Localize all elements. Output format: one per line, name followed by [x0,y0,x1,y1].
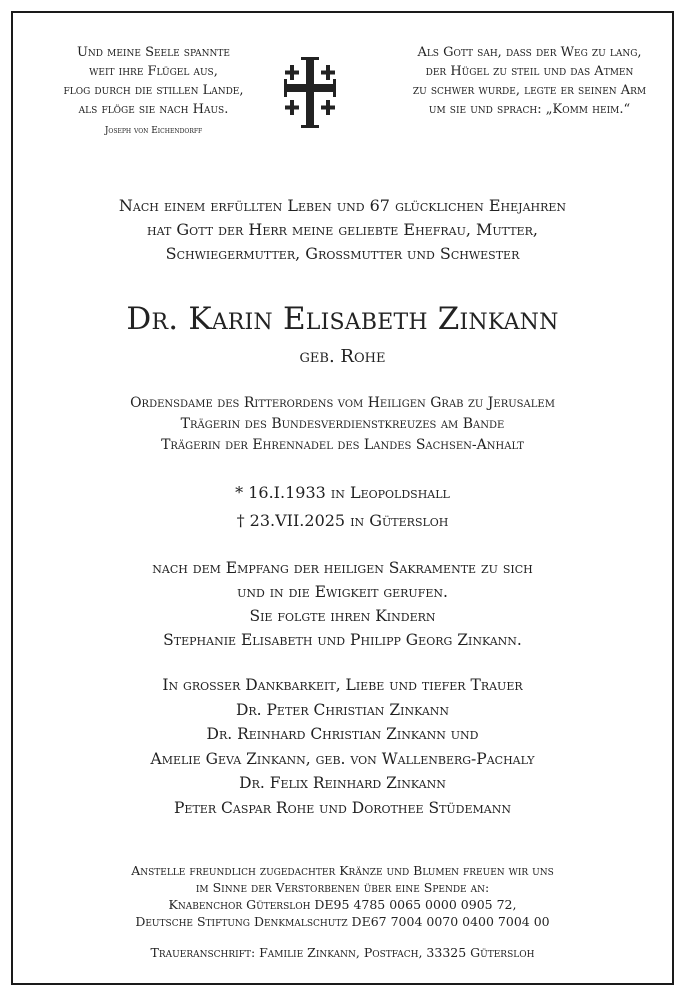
life-dates [13,479,672,535]
quote-author: Joseph von Eichendorff [104,126,203,136]
mourner-line: Peter Caspar Rohe und Dorothee Stüdemann [174,798,511,817]
mourner-line: Dr. Reinhard Christian Zinkann und [206,725,479,743]
birth-date: * 16.I.1933 in Leopoldshall [235,483,450,502]
donation-notice [13,862,672,930]
body-line: Sie folgte ihren Kindern [249,607,436,625]
eichendorff-quote [31,43,276,137]
body-line: und in die Ewigkeit gerufen. [237,583,448,601]
quote-line: Und meine Seele spannte [76,45,231,60]
quote-line: flog durch die stillen Lande, [63,83,244,98]
honor-line: Ordensdame des Ritterordens vom Heiligen Grab zu Jerusalem [130,395,555,411]
honors-list [13,393,672,456]
honor-line: Trägerin des Bundesverdienstkreuzes am Bande [180,416,505,432]
honor-line: Trägerin der Ehrennadel des Landes Sachsen-Anhalt [161,437,524,453]
mourner-line: Amelie Geva Zinkann, geb. von Wallenberg-Pachaly [150,749,535,768]
quote-line: Als Gott sah, dass der Weg zu lang, [417,45,642,60]
body-line: Stephanie Elisabeth und Philipp Georg Zinkann. [163,631,522,649]
obituary-card [11,11,674,985]
mourning-address: Traueranschrift: Familie Zinkann, Postfach, 33325 Gütersloh [150,945,535,960]
jerusalem-cross-icon [284,55,336,130]
intro-line: Nach einem erfüllten Leben und 67 glücklichen Ehejahren [118,196,567,215]
donation-line: im Sinne der Verstorbenen über eine Spende an: [195,880,490,895]
intro-text [13,194,672,266]
maiden-name: geb. Rohe [299,346,386,367]
quote-line: als flöge sie nach Haus. [78,102,229,117]
mourner-line: Dr. Felix Reinhard Zinkann [239,774,446,792]
deceased-name: Dr. Karin Elisabeth Zinkann [126,301,559,337]
sacrament-text [13,556,672,652]
intro-line: Schwiegermutter, Grossmutter und Schwester [165,244,520,263]
donation-line: Knabenchor Gütersloh DE95 4785 0065 0000 0905 72, [168,897,517,912]
mourners-list [13,673,672,820]
donation-line: Anstelle freundlich zugedachter Kränze und Blumen freuen wir uns [131,863,554,878]
quote-line: der Hügel zu steil und das Atmen [425,64,634,79]
quote-line: weit ihre Flügel aus, [89,64,218,79]
intro-line: hat Gott der Herr meine geliebte Ehefrau, Mutter, [147,220,538,239]
quote-line: um sie und sprach: „Komm heim.“ [428,102,631,117]
body-line: nach dem Empfang der heiligen Sakramente zu sich [152,559,533,577]
mourner-line: Dr. Peter Christian Zinkann [235,700,450,719]
donation-line: Deutsche Stiftung Denkmalschutz DE67 7004 0070 0400 7004 00 [135,914,550,929]
heimkehr-quote [407,43,652,119]
quote-line: zu schwer wurde, legte er seinen Arm [412,83,647,98]
mourner-line: In grosser Dankbarkeit, Liebe und tiefer Trauer [162,676,523,694]
death-date: † 23.VII.2025 in Gütersloh [236,511,449,530]
